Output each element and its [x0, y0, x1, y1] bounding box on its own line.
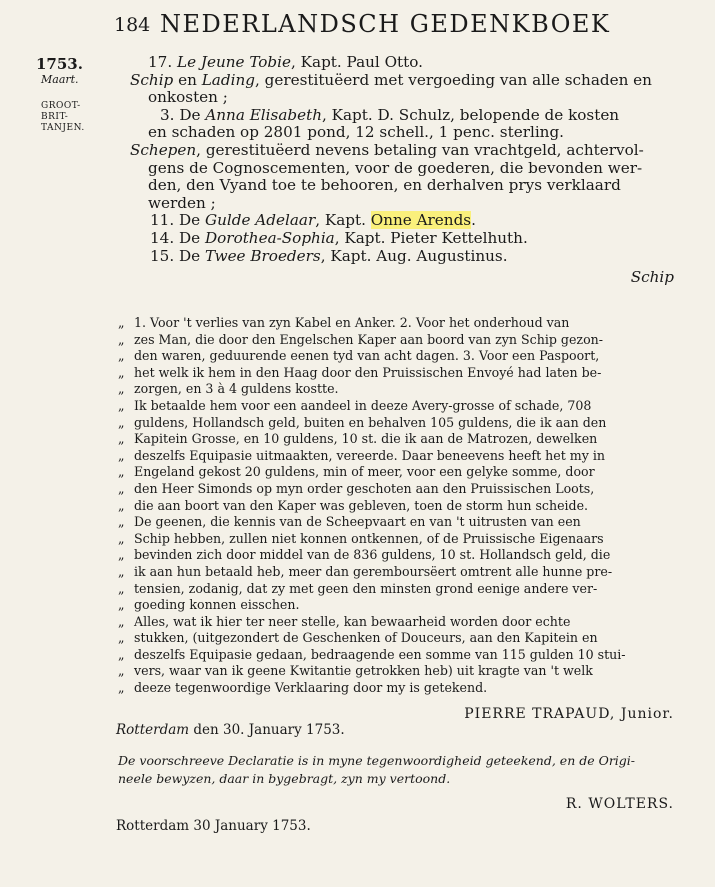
- quote-line: „ vers, waar van ik geene Kwitantie getrokken heb) uit kragte van 't welk: [118, 663, 593, 679]
- quote-line: „ Schip hebben, zullen niet konnen ontkennen, of de Pruissische Eigenaars: [118, 530, 604, 546]
- running-title: NEDERLANDSCH GEDENKBOEK: [160, 10, 611, 38]
- quote-line: „ deeze tegenwoordige Verklaaring door my is getekend.: [118, 680, 488, 696]
- attestation-note: [118, 752, 674, 788]
- ship-list-section: [130, 54, 674, 287]
- quote-line: „ den waren, geduurende eenen tyd van acht dagen. 3. Voor een Paspoort,: [118, 348, 600, 364]
- quote-line: „ zorgen, en 3 à 4 guldens kostte.: [118, 381, 339, 397]
- quote-line: „ Engeland gekost 20 guldens, min of meer, voor een gelyke somme, door: [118, 464, 595, 480]
- page-header: [0, 6, 715, 40]
- margin-country-line: TANJEN.: [41, 123, 85, 133]
- quote-line: „ Alles, wat ik hier ter neer stelle, kan bewaarheid worden door echte: [118, 613, 571, 629]
- signature-trapaud: PIERRE TRAPAUD, Junior.: [464, 706, 674, 722]
- text-line: en schaden op 2801 pond, 12 schell., 1 penc. sterling.: [148, 123, 565, 142]
- quote-line: „ deszelfs Equipasie gedaan, bedraagende een somme van 115 gulden 10 stui-: [118, 646, 626, 662]
- quote-line: „ ik aan hun betaald heb, meer dan geremboursëert omtrent alle hunne pre-: [118, 563, 613, 579]
- quote-line: „ goeding konnen eisschen.: [118, 597, 300, 613]
- quote-line: „ 1. Voor 't verlies van zyn Kabel en Anker. 2. Voor het onderhoud van: [118, 315, 570, 330]
- margin-notes: [36, 56, 114, 134]
- quote-line: „ het welk ik hem in den Haag door den Pruissischen Envoyé had laten be-: [118, 364, 602, 380]
- catchword: Schip: [630, 268, 674, 287]
- text-line: 17. Le Jeune Tobie, Kapt. Paul Otto.: [148, 53, 423, 71]
- place-date-1: Rotterdam den 30. January 1753.: [116, 722, 345, 738]
- text-line: gens de Cognoscementen, voor de goederen, die bevonden wer-: [148, 158, 643, 177]
- text-line: Schip en Lading, gerestituëerd met vergoeding van alle schaden en: [130, 70, 652, 89]
- margin-year: 1753.: [36, 55, 83, 73]
- note-line: De voorschreeve Declaratie is in myne tegenwoordigheid geteekend, en de Origi-: [118, 753, 636, 768]
- quote-line: „ die aan boort van den Kaper was gebleven, toen de storm hun scheide.: [118, 497, 589, 513]
- quote-line: „ guldens, Hollandsch geld, buiten en behalven 105 guldens, die ik aan den: [118, 414, 607, 430]
- quote-line: „ bevinden zich door middel van de 836 guldens, 10 st. Hollandsch geld, die: [118, 547, 611, 563]
- text-line: den, den Vyand toe te behooren, en derhalven prys verklaard: [148, 176, 621, 195]
- margin-country-line: BRIT-: [41, 112, 69, 122]
- margin-country-line: GROOT-: [41, 101, 81, 111]
- ship-entry-14: 14. De Dorothea-Sophia, Kapt. Pieter Kettelhuth.: [150, 228, 528, 247]
- ship-entry-15: 15. De Twee Broeders, Kapt. Aug. Augustinus.: [150, 246, 508, 265]
- text-line: onkosten ;: [148, 88, 228, 107]
- quote-line: „ tensien, zodanig, dat zy met geen den minsten grond eenige andere ver-: [118, 580, 598, 596]
- place-date-2: Rotterdam 30 January 1753.: [116, 818, 311, 834]
- margin-country: [41, 101, 114, 134]
- page-number: 184: [114, 14, 151, 36]
- quote-line: „ De geenen, die kennis van de Scheepvaart en van 't uitrusten van een: [118, 514, 581, 530]
- quote-line: „ Kapitein Grosse, en 10 guldens, 10 st. die ik aan de Matrozen, dewelken: [118, 431, 598, 447]
- text-line: werden ;: [148, 193, 216, 212]
- declaration-quote: [118, 315, 674, 697]
- highlighted-name[interactable]: Onne Arends: [370, 211, 472, 230]
- quote-line: „ stukken, (uitgezondert de Geschenken of Douceurs, aan den Kapitein en: [118, 630, 598, 646]
- ship-entry-11: 11. De Gulde Adelaar, Kapt. Onne Arends.: [150, 211, 476, 230]
- text-line: Schepen, gerestituëerd nevens betaling van vrachtgeld, achtervol-: [130, 140, 644, 159]
- note-line: neele bewyzen, daar in bygebragt, zyn my vertoond.: [118, 771, 451, 786]
- margin-month: Maart.: [41, 73, 79, 86]
- quote-line: „ zes Man, die door den Engelschen Kaper aan boord van zyn Schip gezon-: [118, 331, 604, 347]
- text-line: 3. De Anna Elisabeth, Kapt. D. Schulz, belopende de kosten: [160, 105, 620, 124]
- signature-wolters: R. WOLTERS.: [565, 796, 674, 812]
- quote-line: „ den Heer Simonds op myn order geschoten aan den Pruissischen Loots,: [118, 480, 595, 496]
- quote-line: „ deszelfs Equipasie uitmaakten, vereerde. Daar beneevens heeft het my in: [118, 447, 605, 463]
- quote-line: „ Ik betaalde hem voor een aandeel in deeze Avery-grosse of schade, 708: [118, 397, 592, 413]
